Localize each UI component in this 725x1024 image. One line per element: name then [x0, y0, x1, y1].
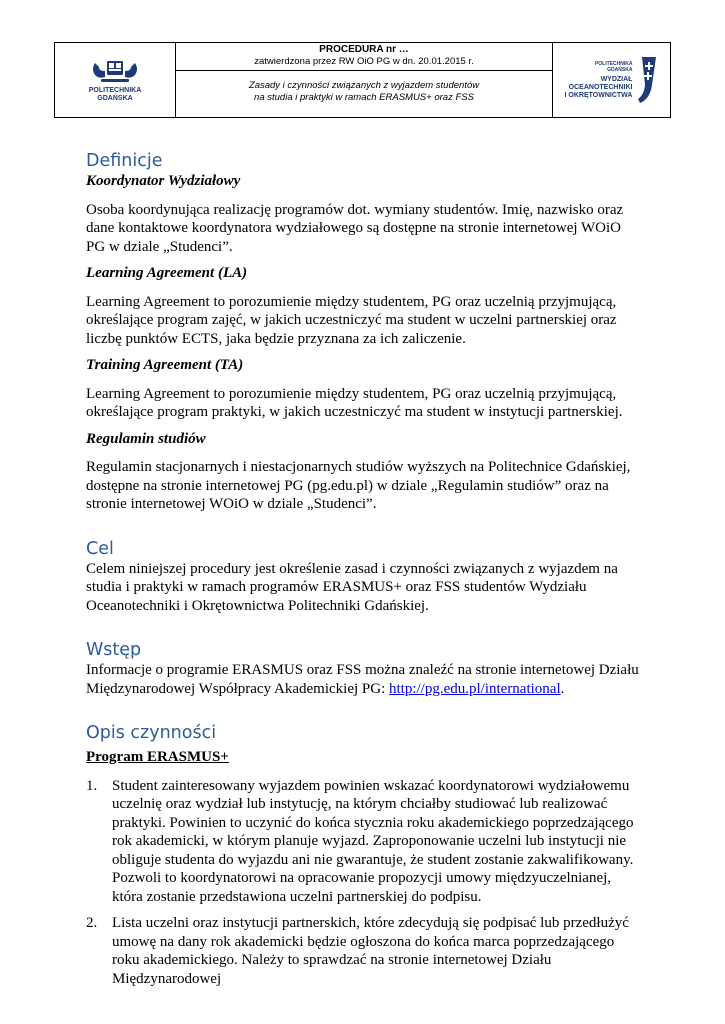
definition-koordynator: Osoba koordynująca realizację programów dot. wymiany studentów. Imię, nazwisko oraz dane kontaktowe koordynatora wydziałowego są dostępne na stronie internetowej WOiO PG w dziale „Studenci”.	[86, 201, 624, 255]
woio-logo-small-2: GDAŃSKA	[607, 66, 633, 73]
list-item-number: 1.	[86, 777, 98, 794]
intro-after-link: .	[560, 680, 565, 697]
document-header	[54, 42, 671, 118]
list-item	[86, 777, 642, 907]
subject-line-2: na studia i praktyki w ramach ERASMUS+ oraz FSS	[254, 92, 474, 103]
pg-logo-cell	[55, 43, 176, 117]
woio-logo-small-1: POLITECHNIKA	[594, 60, 633, 67]
erasmus-subheading: Program ERASMUS+	[86, 749, 229, 765]
header-procedure-block	[176, 43, 552, 71]
pg-emblem-icon	[87, 57, 143, 87]
activities-heading: Opis czynności	[86, 723, 217, 743]
definition-regulamin: Regulamin stacjonarnych i niestacjonarnych studiów wyższych na Politechnice Gdańskiej, dostępne na stronie internetowej PG (pg.edu.pl) w dziale „Regulamin studiów” oraz na stronie internetowej WOiO w dziale „Studenci”.	[86, 459, 631, 512]
woio-logo	[565, 55, 659, 105]
list-item-number: 2.	[86, 915, 98, 931]
list-item-text: Lista uczelni oraz instytucji partnerskich, które zdecydują się podpisać lub przedłużyć umowę na dany rok akademicki będzie ogłoszona do końca marca poprzedzającego roku akademickiego. Należy to sprawdzać na stronie internetowej Działu Międzynarodowej	[112, 915, 629, 987]
woio-logo-big-2: OCEANOTECHNIKI	[568, 83, 633, 91]
definition-learning-agreement: Learning Agreement to porozumienie między studentem, PG oraz uczelnią przyjmującą, określające program zajęć, w jakich uczestniczyć ma student w uczelni partnerskiej oraz liczbę punktów ECTS, jaka będzie przyznana za ich zaliczenie.	[86, 293, 617, 347]
term-regulamin: Regulamin studiów	[86, 430, 206, 447]
intro-text: Informacje o programie ERASMUS oraz FSS można znaleźć na stronie internetowej Działu Międzynarodowej Współpracy Akademickiej PG:	[86, 662, 639, 697]
term-training-agreement: Training Agreement (TA)	[86, 357, 244, 373]
intro-heading: Wstęp	[86, 640, 142, 660]
list-item	[86, 914, 642, 988]
term-learning-agreement: Learning Agreement (LA)	[86, 265, 248, 281]
goal-heading: Cel	[86, 538, 114, 559]
list-item-text: Student zainteresowany wyjazdem powinien wskazać koordynatorowi wydziałowemu uczelnię oraz wydział lub instytucję, na którym chciałby studiować lub realizować praktyki. Powinien to uczynić do końca stycznia roku akademickiego poprzedzającego rok akademicki, w którym planuje wyjazd. Zaproponowanie uczelni lub instytucji nie obliguje studenta do wyjazdu ani nie gwarantuje, że student zostanie zakwalifikowany. Pozwoli to koordynatorowi na opracowanie propozycji umowy międzyuczelnianej, która zostanie przedstawiona uczelni partnerskiej do podpisu.	[112, 777, 634, 905]
header-center	[176, 43, 552, 117]
activities-list	[86, 777, 642, 989]
subject-line-1: Zasady i czynności związanych z wyjazdem studentów	[248, 80, 480, 91]
document-body	[86, 150, 642, 996]
definitions-heading: Definicje	[86, 151, 163, 171]
woio-logo-big-3: I OKRĘTOWNICTWA	[564, 91, 633, 99]
woio-emblem-icon	[636, 55, 658, 105]
pg-logo-line1: POLITECHNIKA	[88, 87, 142, 94]
pg-logo	[87, 57, 143, 103]
term-koordynator: Koordynator Wydziałowy	[86, 173, 241, 189]
header-subject-block	[176, 71, 552, 117]
international-link[interactable]: http://pg.edu.pl/international	[388, 680, 561, 697]
definition-training-agreement: Learning Agreement to porozumienie między studentem, PG oraz uczelnią przyjmującą, określające program praktyki, w jakich uczestniczyć ma student w instytucji partnerskiej.	[86, 385, 623, 420]
woio-logo-cell	[552, 43, 670, 117]
woio-logo-big-1: WYDZIAŁ	[600, 75, 633, 83]
pg-logo-line2: GDAŃSKA	[97, 95, 133, 102]
approval-line: zatwierdzona przez RW OiO PG w dn. 20.01.2015 r.	[254, 56, 474, 67]
goal-text: Celem niniejszej procedury jest określenie zasad i czynności związanych z wyjazdem na studia i praktyki w ramach programów ERASMUS+ oraz FSS studentów Wydziału Oceanotechniki i Okrętownictwa Politechniki Gdańskiej.	[86, 560, 618, 614]
procedure-title: PROCEDURA nr …	[319, 44, 409, 55]
intro-paragraph	[86, 661, 642, 698]
